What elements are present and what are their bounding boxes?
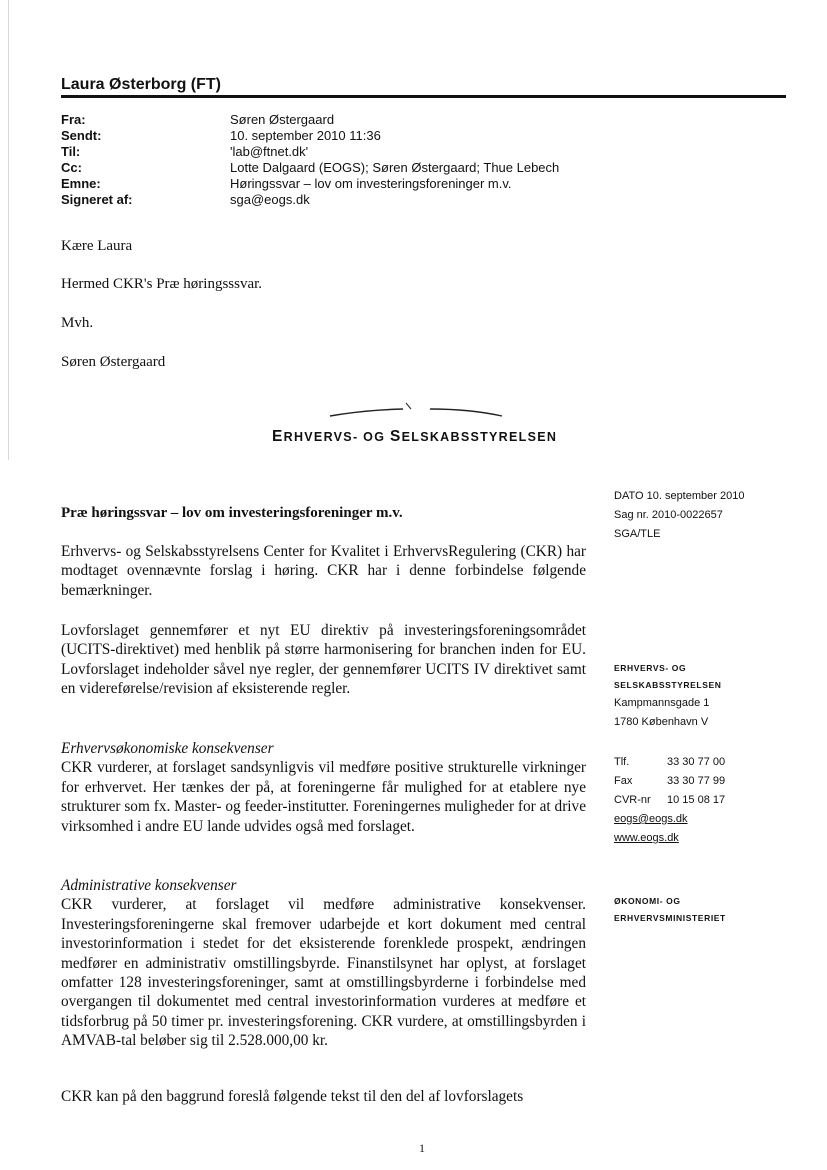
header-label: Fra: [61, 112, 86, 127]
header-value: sga@eogs.dk [230, 192, 310, 207]
cvr-label: CVR-nr [614, 794, 651, 806]
phone-row [614, 753, 814, 772]
logo-initial: S [390, 428, 402, 445]
letter-title: Præ høringssvar – lov om investeringsforeninger m.v. [61, 505, 403, 521]
logo-swoosh [0, 0, 827, 430]
org-name: ERHVERVS- OG [614, 663, 687, 673]
header-label: Cc: [61, 160, 82, 175]
header-label: Emne: [61, 176, 101, 191]
fax-row [614, 772, 814, 791]
page-number: 1 [419, 1141, 425, 1155]
org-name: SELSKABSSTYRELSEN [614, 680, 722, 690]
date-line: DATO 10. september 2010 [614, 490, 745, 502]
paragraph-proposal: CKR kan på den baggrund foreslå følgende tekst til den del af lovforslagets [61, 1088, 524, 1105]
section-heading: Erhvervsøkonomiske konsekvenser [61, 740, 274, 757]
paragraph-directive: Lovforslaget gennemfører et nyt EU direktiv på investeringsforeningsområdet (UCITS-direktivet) med henblik på større harmonisering for branchen inden for EU. Lovforslaget indeholder såvel nye regler, der gennemfører UCITS IV direktivet samt en videreførelse/revision af eksisterende regler. [61, 622, 586, 698]
agency-contact [614, 753, 814, 848]
ministry-name: ØKONOMI- OG [614, 896, 681, 906]
logo-text: RHVERVS- OG [283, 430, 390, 444]
section-text: CKR vurderer, at forslaget vil medføre administrative konsekvenser. Investeringsforeningerne skal fremover udarbejde et kort dokument med central investorinformation i stedet for det eksisterende forenklede prospekt, ændringen medfører en administrativ omstillingsbyrde. Finanstilsynet har oplyst, at forslaget omfatter 128 investeringsforeninger, samt at omstillingsbyrderne i forbindelse med overgangen til dokumentet med central investorinformation vurderes at medføre et tidsforbrug på 50 timer pr. investeringsforening. CKR vurdere, at omstillingsbyrden i AMVAB-tal beløber sig til 2.528.000,00 kr. [61, 896, 586, 1050]
section-administrative [61, 876, 586, 1051]
header-value: 10. september 2010 11:36 [230, 128, 381, 143]
header-value: 'lab@ftnet.dk' [230, 144, 309, 159]
fax-value: 33 30 77 99 [667, 775, 726, 787]
case-info [614, 487, 814, 544]
ministry-name: ERHVERVSMINISTERIET [614, 913, 726, 923]
header-label: Til: [61, 144, 81, 159]
city: 1780 København V [614, 716, 709, 728]
sender-name: Laura Østerborg (FT) [61, 76, 222, 93]
street: Kampmannsgade 1 [614, 697, 710, 709]
section-text: CKR vurderer, at forslaget sandsynligvis vil medføre positive strukturelle virkninger for erhvervet. Her tænkes der på, at foreningerne får mulighed for at etablere nye strukturer som fx. Master- og feeder-institutter. Foreningernes muligheder for at drive virksomhed i andre EU lande udvides også med forslaget. [61, 759, 586, 835]
header-value: Høringssvar – lov om investeringsforeninger m.v. [230, 176, 512, 191]
email-link[interactable]: eogs@eogs.dk [614, 813, 688, 825]
paragraph-intro: Erhvervs- og Selskabsstyrelsens Center for Kvalitet i ErhvervsRegulering (CKR) har modtaget ovennævnte forslag i høring. CKR har i denne forbindelse følgende bemærkninger. [61, 543, 586, 599]
phone-label: Tlf. [614, 756, 630, 768]
logo-initial: E [272, 428, 284, 445]
header-label: Sendt: [61, 128, 102, 143]
email-signature: Søren Østergaard [61, 354, 166, 370]
ministry [614, 893, 814, 927]
web-link[interactable]: www.eogs.dk [614, 832, 679, 844]
header-value: Lotte Dalgaard (EOGS); Søren Østergaard; Thue Lebech [230, 160, 560, 175]
section-business [61, 739, 586, 836]
cvr-value: 10 15 08 17 [667, 794, 726, 806]
email-body: Hermed CKR's Præ høringsssvar. [61, 276, 263, 292]
agency-address [614, 660, 814, 732]
fax-label: Fax [614, 775, 633, 787]
email-closing: Mvh. [61, 315, 94, 331]
agency-logo [272, 428, 557, 446]
initials: SGA/TLE [614, 528, 661, 540]
case-number: Sag nr. 2010-0022657 [614, 509, 723, 521]
logo-text: ELSKABSSTYRELSEN [401, 430, 558, 444]
cvr-row [614, 791, 814, 810]
phone-value: 33 30 77 00 [667, 756, 726, 768]
section-heading: Administrative konsekvenser [61, 877, 237, 894]
email-greeting: Kære Laura [61, 238, 133, 254]
header-value: Søren Østergaard [230, 112, 335, 127]
header-label: Signeret af: [61, 192, 133, 207]
